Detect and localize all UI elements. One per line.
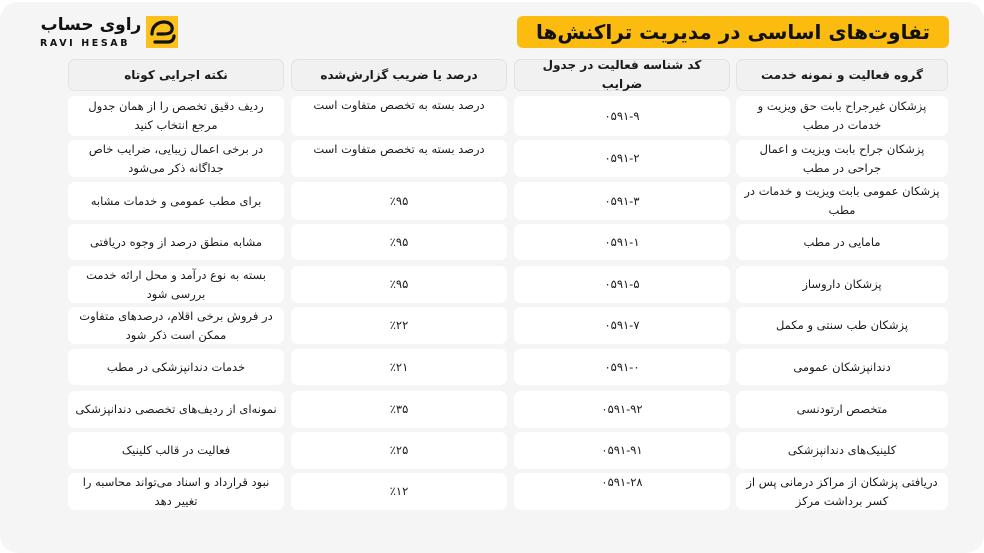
brand-name-fa: راوی حساب — [40, 15, 142, 35]
cell-code: ۰۵۹۱-۹ — [514, 96, 730, 136]
cell-code: ۰۵۹۱-۰ — [514, 349, 730, 385]
logo-mark-icon — [146, 16, 178, 48]
cell-rate: درصد بسته به تخصص متفاوت است — [291, 96, 507, 136]
cell-code: ۰۵۹۱-۹۲ — [514, 391, 730, 428]
cell-note: ردیف دقیق تخصص را از همان جدول مرجع انتخاب کنید — [68, 96, 284, 136]
brand-logo — [36, 14, 188, 52]
cell-rate: درصد بسته به تخصص متفاوت است — [291, 140, 507, 177]
cell-group: دریافتی پزشکان از مراکز درمانی پس از کسر برداشت مرکز — [736, 473, 948, 510]
cell-note: بسته به نوع درآمد و محل ارائه خدمت بررسی شود — [68, 266, 284, 303]
brand-name-en: RAVI HESAB — [40, 38, 131, 49]
cell-rate: ٪۱۲ — [291, 473, 507, 510]
header-note: نکته اجرایی کوتاه — [68, 59, 284, 91]
cell-code: ۰۵۹۱-۲۸ — [514, 473, 730, 510]
cell-code: ۰۵۹۱-۹۱ — [514, 432, 730, 469]
cell-note: در فروش برخی اقلام، درصدهای متفاوت ممکن است ذکر شود — [68, 307, 284, 344]
cell-note: نبود قرارداد و اسناد می‌تواند محاسبه را تغییر دهد — [68, 473, 284, 510]
cell-rate: ٪۲۲ — [291, 307, 507, 344]
cell-note: خدمات دندانپزشکی در مطب — [68, 349, 284, 385]
cell-note: فعالیت در قالب کلینیک — [68, 432, 284, 469]
cell-note: در برخی اعمال زیبایی، ضرایب خاص جداگانه ذکر می‌شود — [68, 140, 284, 177]
header-group: گروه فعالیت و نمونه خدمت — [736, 59, 948, 91]
cell-rate: ٪۹۵ — [291, 266, 507, 303]
cell-code: ۰۵۹۱-۱ — [514, 224, 730, 260]
cell-group: دندانپزشکان عمومی — [736, 349, 948, 385]
cell-group: مامایی در مطب — [736, 224, 948, 260]
header-code: کد شناسه فعالیت در جدول ضرایب — [514, 59, 730, 91]
cell-code: ۰۵۹۱-۷ — [514, 307, 730, 344]
cell-group: متخصص ارتودنسی — [736, 391, 948, 428]
header-rate: درصد یا ضریب گزارش‌شده — [291, 59, 507, 91]
cell-rate: ٪۹۵ — [291, 224, 507, 260]
cell-group: پزشکان غیرجراح بابت حق ویزیت و خدمات در مطب — [736, 96, 948, 136]
cell-group: کلینیک‌های دندانپزشکی — [736, 432, 948, 469]
cell-group: پزشکان جراح بابت ویزیت و اعمال جراحی در مطب — [736, 140, 948, 177]
cell-note: برای مطب عمومی و خدمات مشابه — [68, 182, 284, 220]
cell-code: ۰۵۹۱-۳ — [514, 182, 730, 220]
cell-rate: ٪۲۵ — [291, 432, 507, 469]
cell-group: پزشکان داروساز — [736, 266, 948, 303]
cell-code: ۰۵۹۱-۲ — [514, 140, 730, 177]
cell-rate: ٪۳۵ — [291, 391, 507, 428]
cell-group: پزشکان عمومی بابت ویزیت و خدمات در مطب — [736, 182, 948, 220]
cell-rate: ٪۲۱ — [291, 349, 507, 385]
cell-note: نمونه‌ای از ردیف‌های تخصصی دندانپزشکی — [68, 391, 284, 428]
cell-code: ۰۵۹۱-۵ — [514, 266, 730, 303]
cell-note: مشابه منطق درصد از وجوه دریافتی — [68, 224, 284, 260]
cell-rate: ٪۹۵ — [291, 182, 507, 220]
cell-group: پزشکان طب سنتی و مکمل — [736, 307, 948, 344]
page-title: تفاوت‌های اساسی در مدیریت تراکنش‌ها — [517, 16, 949, 48]
